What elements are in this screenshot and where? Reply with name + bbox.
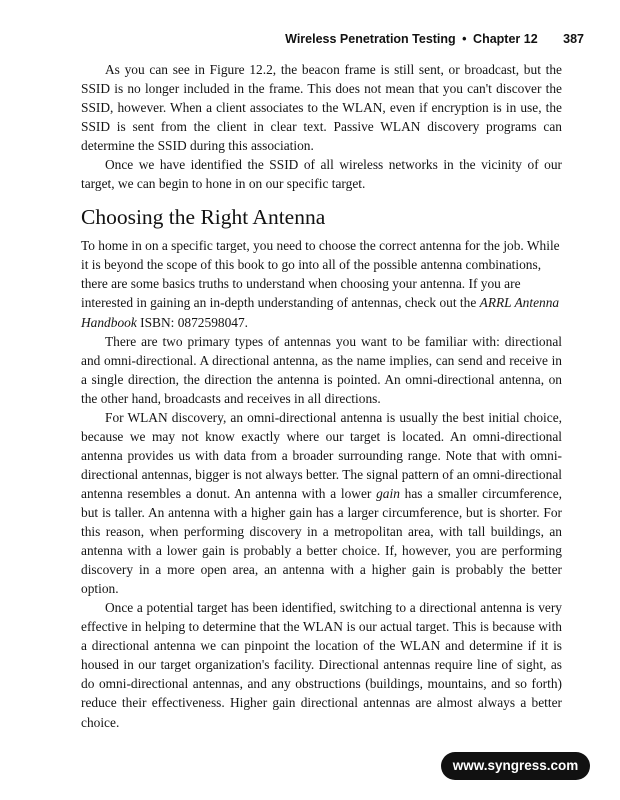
publisher-url: www.syngress.com [452,758,579,773]
paragraph-wlan-discovery [81,408,562,598]
paragraph-identify-ssid: Once we have identified the SSID of all wireless networks in the vicinity of our target, we can begin to hone in on our specific target. [81,157,562,192]
book-title: ARRL Antenna Handbook [81,295,560,330]
page-body [81,60,562,732]
page-number: 387 [563,32,584,46]
paragraph-directional-antenna: Once a potential target has been identified, switching to a directional antenna is very effective in helping to determine that the WLAN is our actual target. This is because with a directional antenna we can pinpoint the location of the WLAN and determine if it is housed in our target organization's facility. Directional antennas require line of sight, as do omni-directional antennas, and any obstructions (buildings, mountains, and so forth) reduce their effectiveness. Higher gain directional antennas are almost always a better choice. [81,600,562,730]
running-head [285,32,584,46]
paragraph-text: To home in on a specific target, you need to choose the correct antenna for the job. While it is beyond the scope of this book to go into all of the possible antenna combinations, there are some basics truths to understand when choosing your antenna. If you are interested in gaining an in-depth understanding of antennas, check out the [81,238,560,311]
publisher-url-badge [441,752,590,780]
paragraph-text: ISBN: 0872598047. [136,314,249,330]
chapter-label: Chapter 12 [473,32,538,46]
section-heading: Choosing the Right Antenna [81,205,326,230]
paragraph-text: For WLAN discovery, an omni-directional antenna is usually the best initial choice, because we may not know exactly where our target is located. An omni-directional antenna provides us with data from a broader surrounding range. Note that with omni-directional antennas, bigger is not always better. The signal pattern of an omni-directional antenna resembles a donut. An antenna with a lower [81,409,562,501]
paragraph-choose-antenna [81,236,562,331]
chapter-title: Wireless Penetration Testing [285,32,456,46]
paragraph-beacon-frame: As you can see in Figure 12.2, the beacon frame is still sent, or broadcast, but the SSID is no longer included in the frame. This does not mean that you can't discover the SSID, however. When a client associates to the WLAN, even if encryption is in use, the SSID is sent from the client in clear text. Passive WLAN discovery programs can determine the SSID during this association. [81,62,562,154]
gain-term: gain [376,485,400,501]
paragraph-antenna-types: There are two primary types of antennas you want to be familiar with: directional and omni-directional. A directional antenna, as the name implies, can send and receive in a single direction, the direction the antenna is pointed. An omni-directional antenna, on the other hand, broadcasts and receives in all directions. [81,333,562,406]
paragraph-text: has a smaller circumference, but is taller. An antenna with a higher gain has a larger circumference, but is shorter. For this reason, when performing discovery in a metropolitan area, with tall buildings, an antenna with a lower gain is probably a better choice. If, however, you are performing discovery in a more open area, an antenna with a higher gain is probably the better option. [81,485,562,597]
header-separator: • [462,32,467,46]
